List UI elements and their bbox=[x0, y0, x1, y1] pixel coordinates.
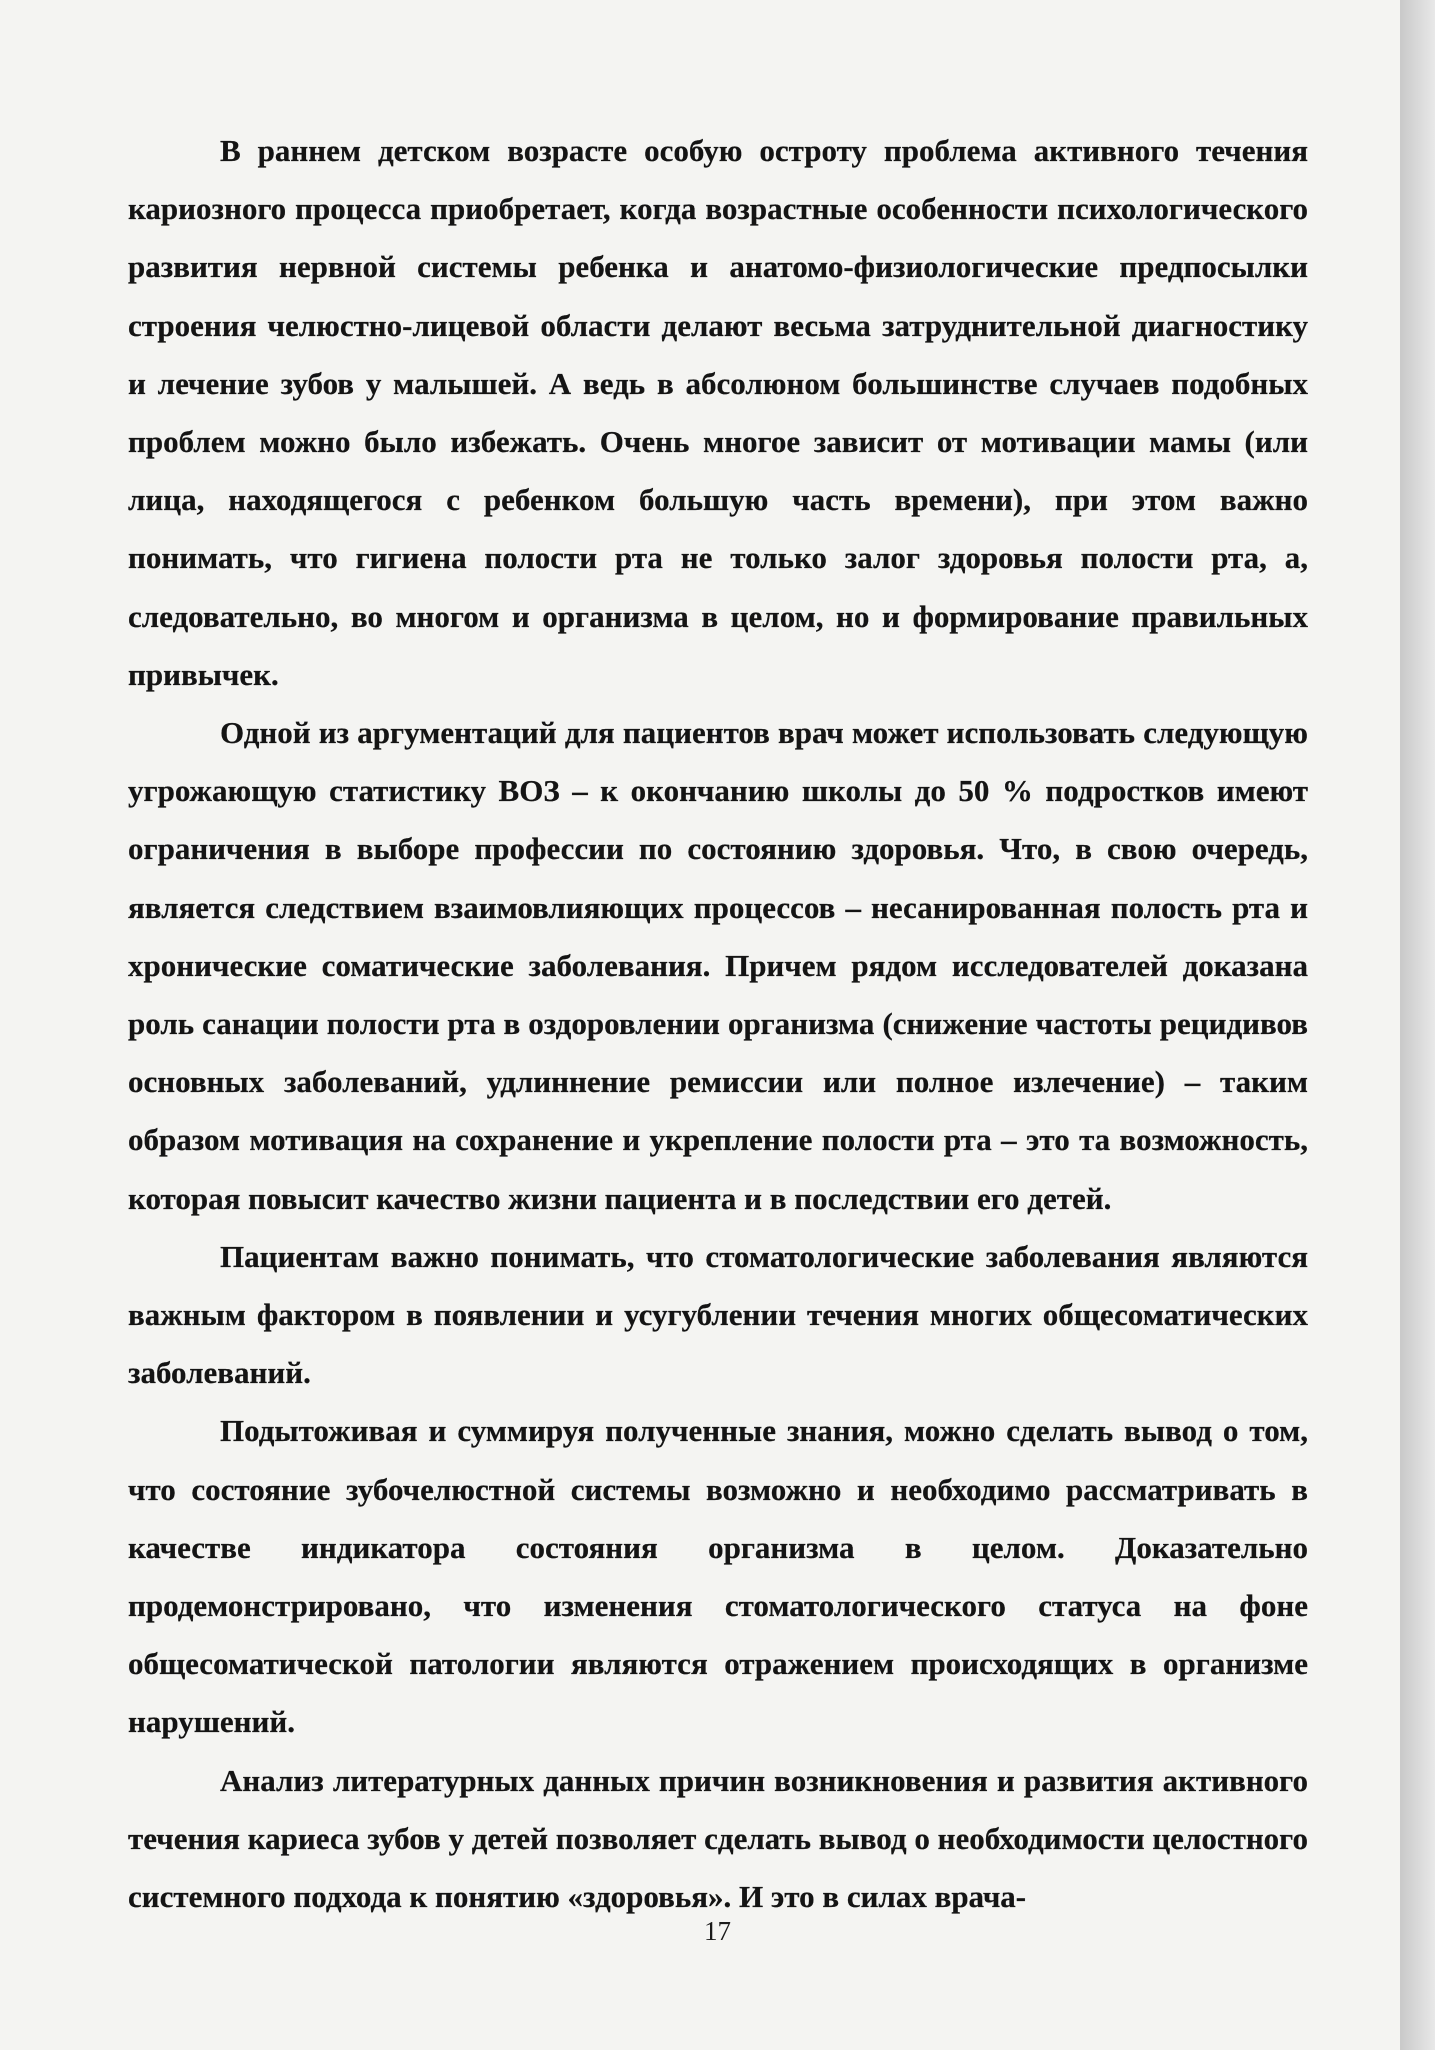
paragraph-who-statistics: Одной из аргументаций для пациентов врач может использовать следующую угрожающую статистику ВОЗ – к окончанию школы до 50 % подростков имеют ограничения в выборе профессии по состоянию здоровья. Что, в свою очередь, является следствием взаимовлияющих процессов – несанированная полость рта и хронические соматические заболевания. Причем рядом исследователей доказана роль санации полости рта в оздоровлении организма (снижение частоты рецидивов основных заболеваний, удлиннение ремиссии или полное излечение) – таким образом мотивация на сохранение и укрепление полости рта – это та возможность, которая повысит качество жизни пациента и в последствии его детей. bbox=[128, 715, 1308, 1216]
paragraph-summary-conclusion: Подытоживая и суммируя полученные знания, можно сделать вывод о том, что состояние зубочелюстной системы возможно и необходимо рассматривать в качестве индикатора состояния организма в целом. Доказательно продемонстрировано, что изменения стоматологического статуса на фоне общесоматической патологии являются отражением происходящих в организме нарушений. bbox=[128, 1413, 1308, 1740]
paragraph-literature-analysis: Анализ литературных данных причин возникновения и развития активного течения кариеса зубов у детей позволяет сделать вывод о необходимости целостного системного подхода к понятию «здоровья». И это в силах врача- bbox=[128, 1762, 1308, 1915]
document-body bbox=[128, 122, 1308, 1926]
paragraph-patient-understanding: Пациентам важно понимать, что стоматологические заболевания являются важным фактором в появлении и усугублении течения многих общесоматических заболеваний. bbox=[128, 1238, 1308, 1391]
paragraph-early-childhood-caries: В раннем детском возрасте особую остроту проблема активного течения кариозного процесса приобретает, когда возрастные особенности психологического развития нервной системы ребенка и анатомо-физиологические предпосылки строения челюстно-лицевой области делают весьма затруднительной диагностику и лечение зубов у малышей. А ведь в абсолюном большинстве случаев подобных проблем можно было избежать. Очень многое зависит от мотивации мамы (или лица, находящегося с ребенком большую часть времени), при этом важно понимать, что гигиена полости рта не только залог здоровья полости рта, а, следовательно, во многом и организма в целом, но и формирование правильных привычек. bbox=[128, 133, 1308, 692]
page-number: 17 bbox=[704, 1916, 731, 1946]
page-edge-shadow bbox=[1400, 0, 1435, 2050]
